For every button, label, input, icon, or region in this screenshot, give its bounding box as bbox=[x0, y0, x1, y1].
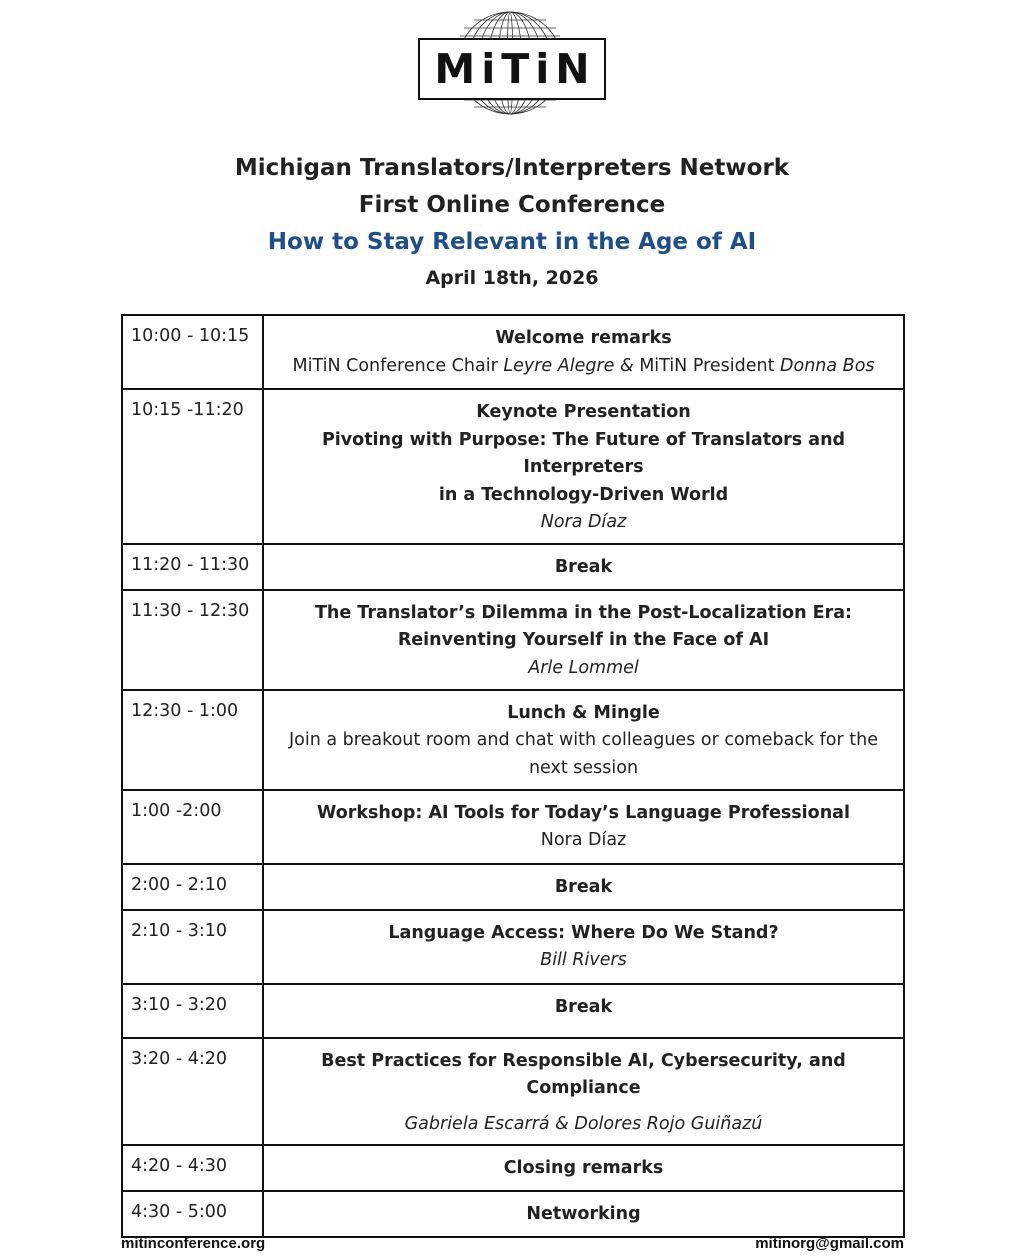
session-title: The Translator’s Dilemma in the Post-Localization Era: bbox=[314, 602, 853, 623]
speaker-name: Arle Lommel bbox=[528, 657, 639, 678]
speaker-name: Bill Rivers bbox=[540, 950, 627, 970]
time-cell: 4:20 - 4:30 bbox=[122, 1145, 263, 1191]
speaker-name: Leyre Alegre bbox=[503, 355, 615, 376]
session-title: Break bbox=[554, 556, 613, 577]
table-row bbox=[122, 544, 904, 590]
table-row bbox=[122, 910, 904, 984]
table-row bbox=[122, 790, 904, 864]
session-cell bbox=[263, 910, 904, 984]
session-speakers bbox=[272, 353, 895, 381]
time-cell: 4:30 - 5:00 bbox=[122, 1191, 263, 1237]
speaker-name: Gabriela Escarrá & Dolores Rojo Guiñazú bbox=[404, 1113, 763, 1134]
session-title: Keynote Presentation bbox=[476, 402, 691, 422]
time-cell: 3:20 - 4:20 bbox=[122, 1038, 263, 1146]
session-title: Language Access: Where Do We Stand? bbox=[388, 922, 779, 943]
time-cell: 12:30 - 1:00 bbox=[122, 690, 263, 790]
logo-text: MiTiN bbox=[434, 45, 596, 93]
event-date: April 18th, 2026 bbox=[425, 267, 599, 289]
schedule-table bbox=[121, 314, 905, 1238]
session-cell bbox=[263, 690, 904, 790]
session-description: next session bbox=[528, 757, 639, 778]
speaker-name: Nora Díaz bbox=[540, 830, 627, 850]
session-cell bbox=[263, 1191, 904, 1237]
session-cell bbox=[263, 1038, 904, 1146]
time-cell: 11:20 - 11:30 bbox=[122, 544, 263, 590]
table-row bbox=[122, 864, 904, 910]
session-subtitle: in a Technology-Driven World bbox=[438, 484, 729, 505]
session-title: Reinventing Yourself in the Face of AI bbox=[397, 630, 770, 650]
speaker-name: Donna Bos bbox=[780, 355, 875, 376]
session-title: Closing remarks bbox=[503, 1158, 664, 1178]
time-cell: 2:10 - 3:10 bbox=[122, 910, 263, 984]
table-row bbox=[122, 690, 904, 790]
session-cell bbox=[263, 315, 904, 389]
table-row bbox=[122, 1145, 904, 1191]
conference-theme: How to Stay Relevant in the Age of AI bbox=[267, 229, 757, 255]
session-title: Lunch & Mingle bbox=[507, 702, 660, 723]
table-row bbox=[122, 389, 904, 544]
session-cell bbox=[263, 984, 904, 1038]
session-cell bbox=[263, 1145, 904, 1191]
session-cell bbox=[263, 590, 904, 690]
role-label: MiTiN Conference Chair bbox=[292, 355, 504, 376]
session-title: Networking bbox=[526, 1204, 641, 1224]
session-description: Join a breakout room and chat with colleagues or comeback for the bbox=[289, 730, 878, 750]
table-row bbox=[122, 1191, 904, 1237]
header bbox=[0, 150, 1024, 296]
time-cell: 2:00 - 2:10 bbox=[122, 864, 263, 910]
session-cell bbox=[263, 544, 904, 590]
time-cell: 10:00 - 10:15 bbox=[122, 315, 263, 389]
email-link[interactable]: mitinorg@gmail.com bbox=[755, 1235, 904, 1252]
session-subtitle: Pivoting with Purpose: The Future of Translators and Interpreters bbox=[321, 429, 846, 477]
speaker-name: Nora Díaz bbox=[540, 512, 627, 532]
session-title: Best Practices for Responsible AI, Cybersecurity, and Compliance bbox=[321, 1050, 846, 1098]
time-cell: 3:10 - 3:20 bbox=[122, 984, 263, 1038]
session-title: Workshop: AI Tools for Today’s Language Professional bbox=[317, 802, 850, 823]
logo-box bbox=[418, 38, 606, 100]
event-name: First Online Conference bbox=[358, 192, 666, 218]
session-cell bbox=[263, 790, 904, 864]
time-cell: 10:15 -11:20 bbox=[122, 389, 263, 544]
session-cell bbox=[263, 864, 904, 910]
session-title: Break bbox=[554, 876, 613, 897]
mitin-logo bbox=[418, 10, 608, 116]
session-title: Break bbox=[554, 996, 613, 1017]
table-row bbox=[122, 984, 904, 1038]
time-cell: 11:30 - 12:30 bbox=[122, 590, 263, 690]
table-row bbox=[122, 315, 904, 389]
org-name: Michigan Translators/Interpreters Network bbox=[234, 155, 790, 181]
role-label: MiTiN President bbox=[639, 355, 781, 376]
session-cell bbox=[263, 389, 904, 544]
ampersand: & bbox=[614, 355, 640, 376]
table-row bbox=[122, 590, 904, 690]
session-title: Welcome remarks bbox=[495, 328, 672, 348]
table-row bbox=[122, 1038, 904, 1146]
time-cell: 1:00 -2:00 bbox=[122, 790, 263, 864]
website-link[interactable]: mitinconference.org bbox=[121, 1235, 266, 1252]
